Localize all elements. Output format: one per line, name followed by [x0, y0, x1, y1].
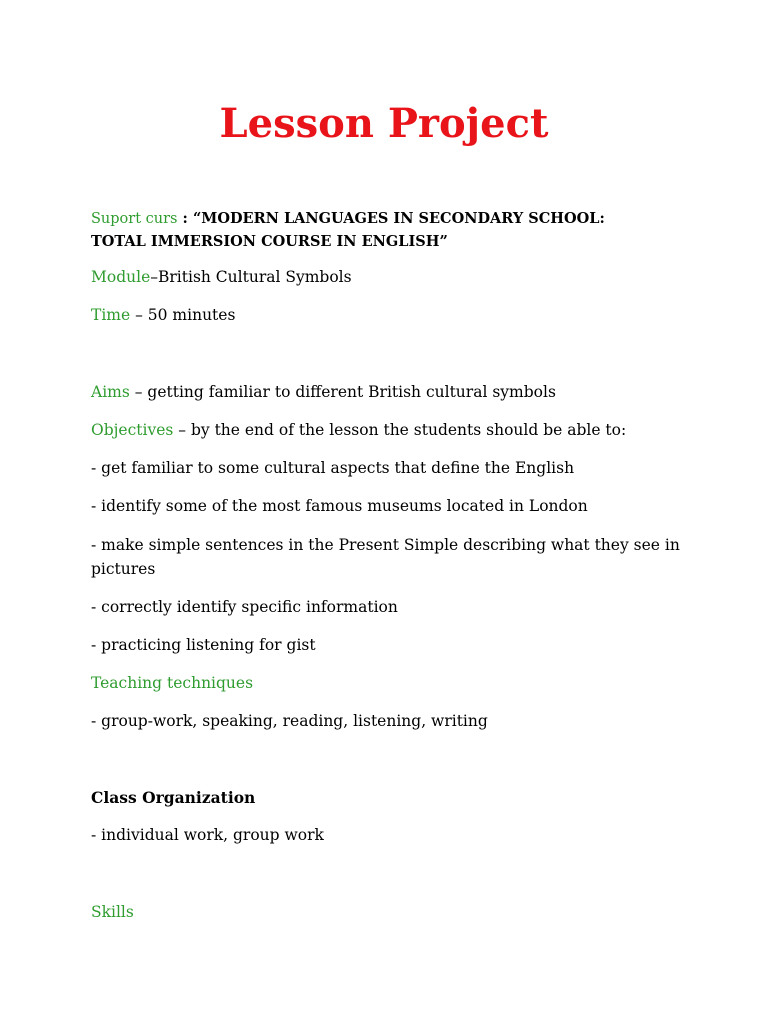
time-text: – 50 minutes	[130, 306, 236, 324]
teaching-techniques-label: Teaching techniques	[91, 674, 254, 692]
suport-separator: :	[177, 210, 193, 227]
suport-line-2	[91, 229, 691, 254]
aims-line	[91, 380, 691, 404]
objective-item: - practicing listening for gist	[91, 636, 316, 654]
aims-label: Aims	[91, 383, 130, 401]
objective-item: - identify some of the most famous museums located in London	[91, 497, 588, 515]
page-title: Lesson Project	[219, 100, 549, 147]
objective-item: - correctly identify specific information	[91, 598, 398, 616]
teaching-techniques-heading	[91, 671, 691, 695]
class-organization-heading: Class Organization	[91, 788, 256, 807]
module-line	[91, 265, 691, 289]
module-text: –British Cultural Symbols	[150, 268, 352, 286]
skills-label: Skills	[91, 903, 134, 921]
suport-text-line-2: TOTAL IMMERSION COURSE IN ENGLISH”	[91, 233, 448, 250]
time-label: Time	[91, 306, 131, 324]
objectives-label: Objectives	[91, 421, 174, 439]
time-line	[91, 303, 691, 327]
objective-item: - get familiar to some cultural aspects that define the English	[91, 459, 575, 477]
objective-item: - make simple sentences in the Present Simple describing what they see in	[91, 536, 680, 554]
teaching-techniques-text: - group-work, speaking, reading, listening, writing	[91, 712, 488, 730]
aims-text: – getting familiar to different British cultural symbols	[129, 383, 556, 401]
suport-text-line-1: “MODERN LANGUAGES IN SECONDARY SCHOOL:	[192, 210, 605, 227]
skills-heading	[91, 900, 691, 924]
objectives-line	[91, 418, 691, 442]
objective-item-continuation: pictures	[91, 560, 156, 578]
class-organization-text: - individual work, group work	[91, 826, 324, 844]
objectives-text: – by the end of the lesson the students should be able to:	[173, 421, 627, 439]
suport-line-1	[91, 206, 691, 231]
module-label: Module	[91, 268, 151, 286]
suport-label: Suport curs	[91, 211, 178, 227]
